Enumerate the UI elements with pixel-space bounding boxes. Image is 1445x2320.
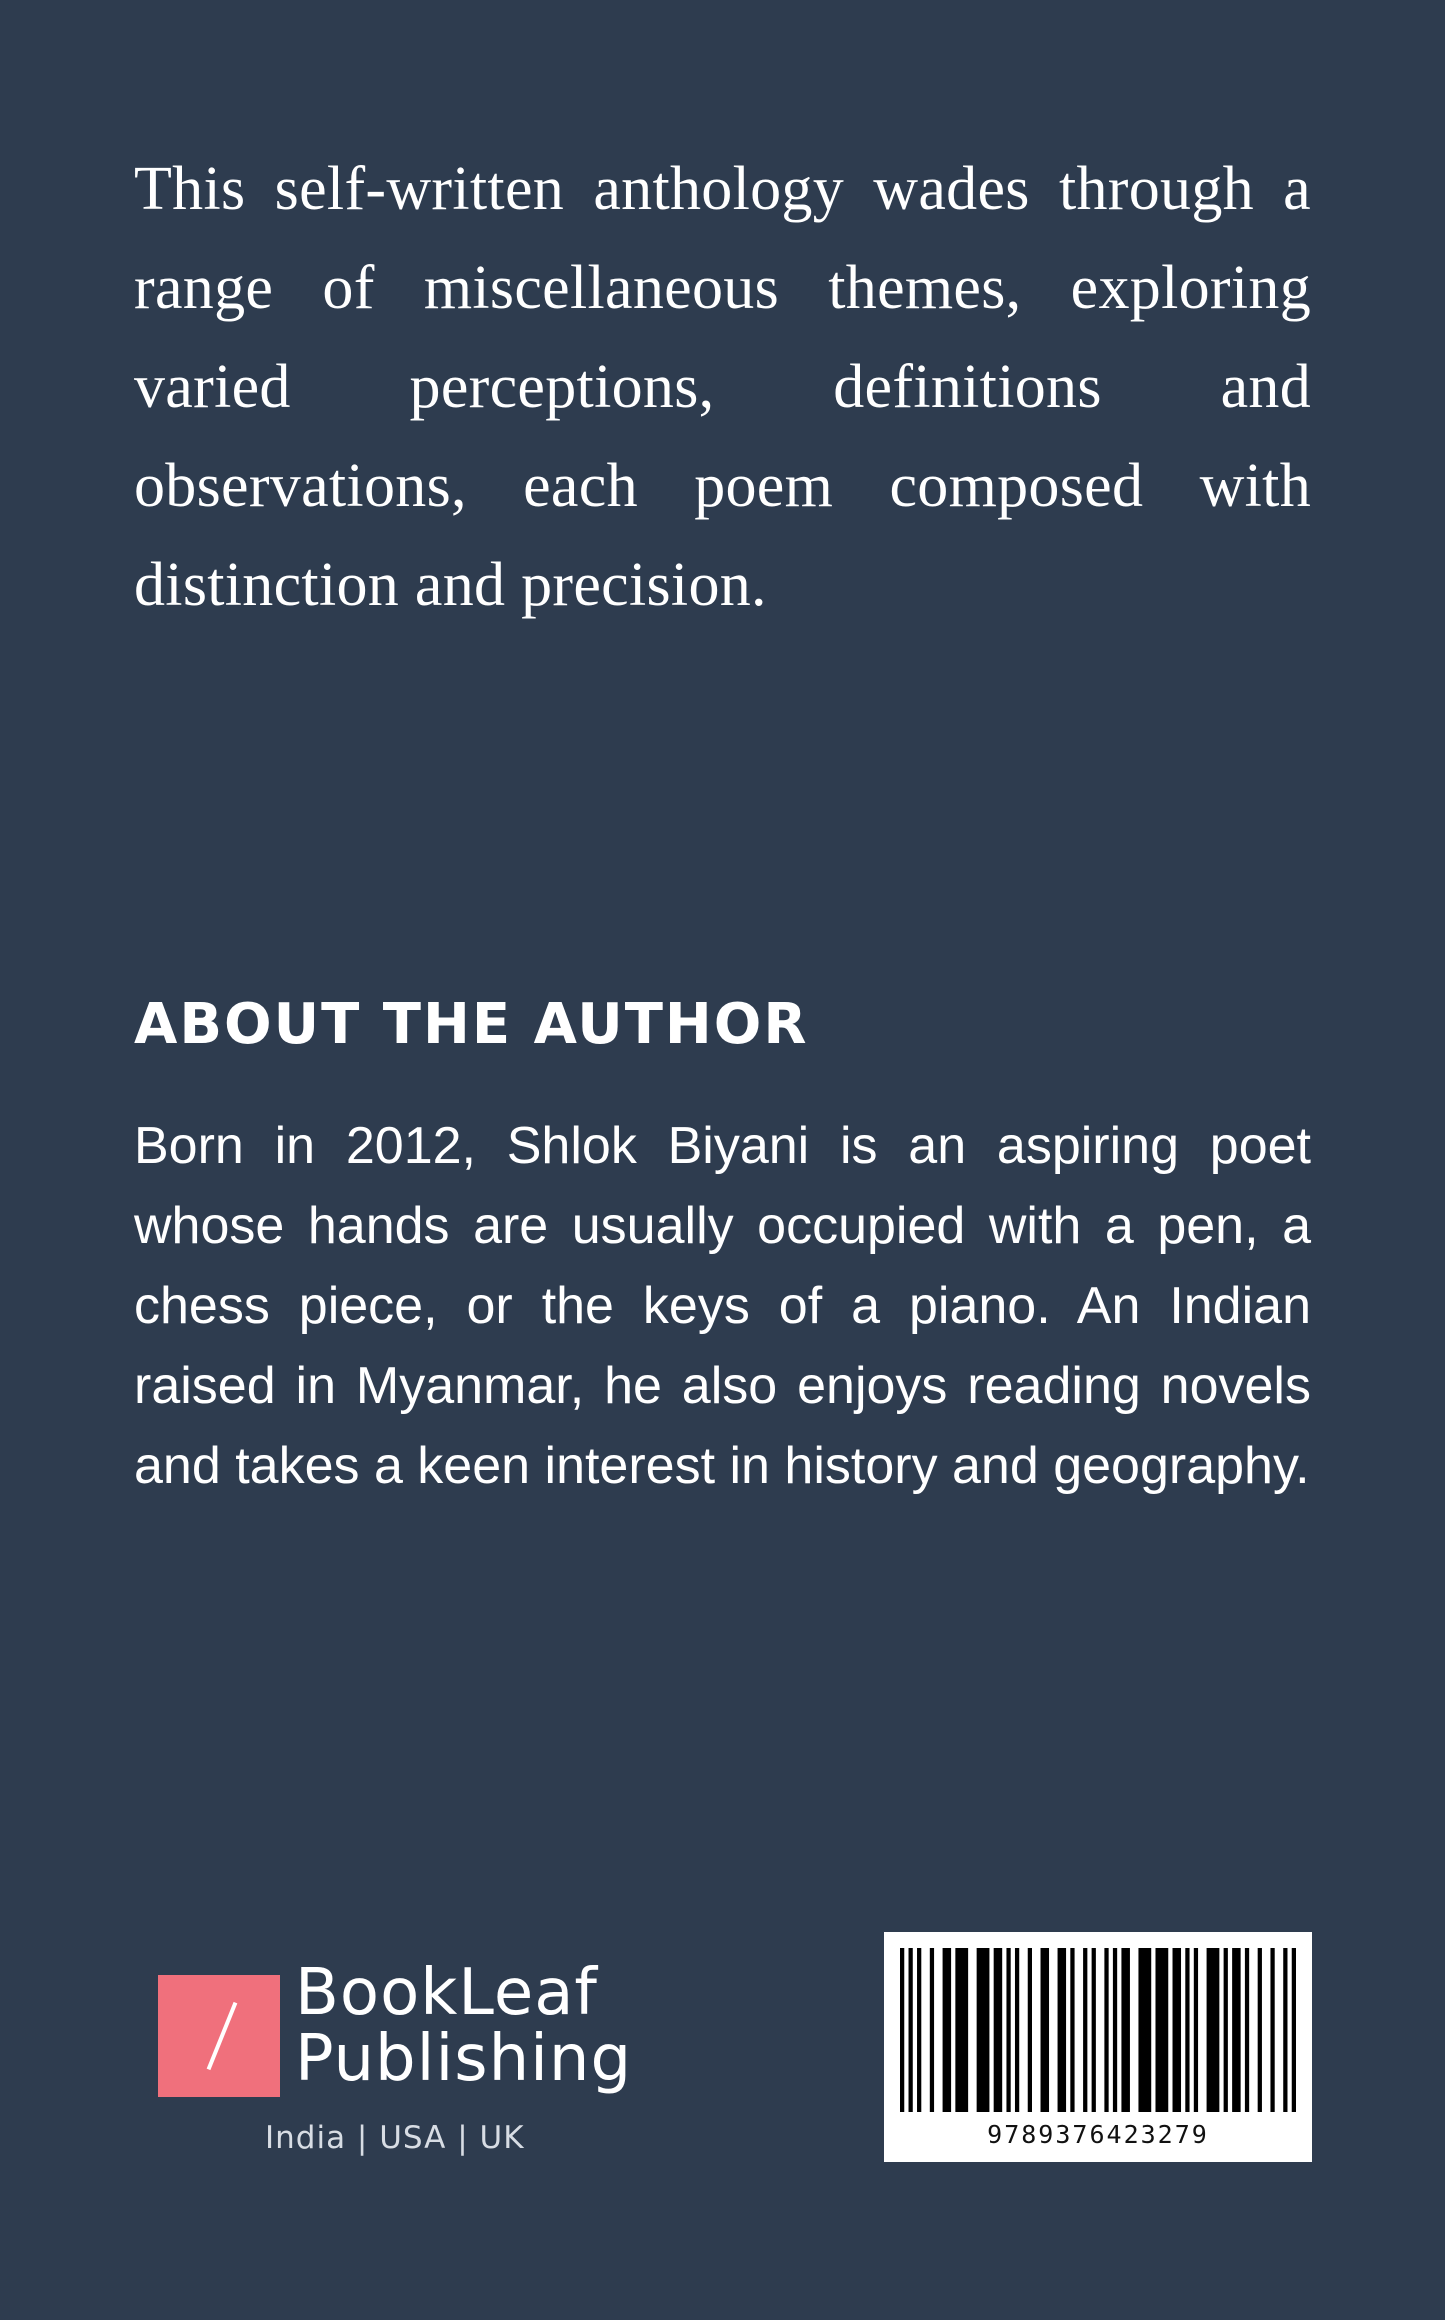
cover-blurb: This self-written anthology wades through a range of miscellaneous themes, exploring varied perceptions, definitions and observations, each poem composed with distinction and precision.: [134, 155, 1311, 619]
isbn-barcode: [884, 1932, 1312, 2162]
barcode-icon: [900, 1948, 1296, 2112]
publisher-name-line1: BookLeaf: [295, 1956, 598, 2030]
publisher-name-line2: Publishing: [295, 2022, 633, 2096]
about-author-heading: ABOUT THE AUTHOR: [134, 992, 809, 1057]
about-author-text: Born in 2012, Shlok Biyani is an aspiring poet whose hands are usually occupied with a pen, a chess piece, or the keys of a piano. An Indian raised in Myanmar, he also enjoys reading novels and takes a keen interest in history and geography.: [134, 1117, 1311, 1495]
publisher-regions: India | USA | UK: [265, 2120, 525, 2156]
publisher-logo: [158, 1956, 633, 2170]
isbn-number: 9789376423279: [987, 2120, 1209, 2149]
publisher-name: [295, 1956, 633, 2096]
slash-logo-icon: [158, 1975, 280, 2097]
